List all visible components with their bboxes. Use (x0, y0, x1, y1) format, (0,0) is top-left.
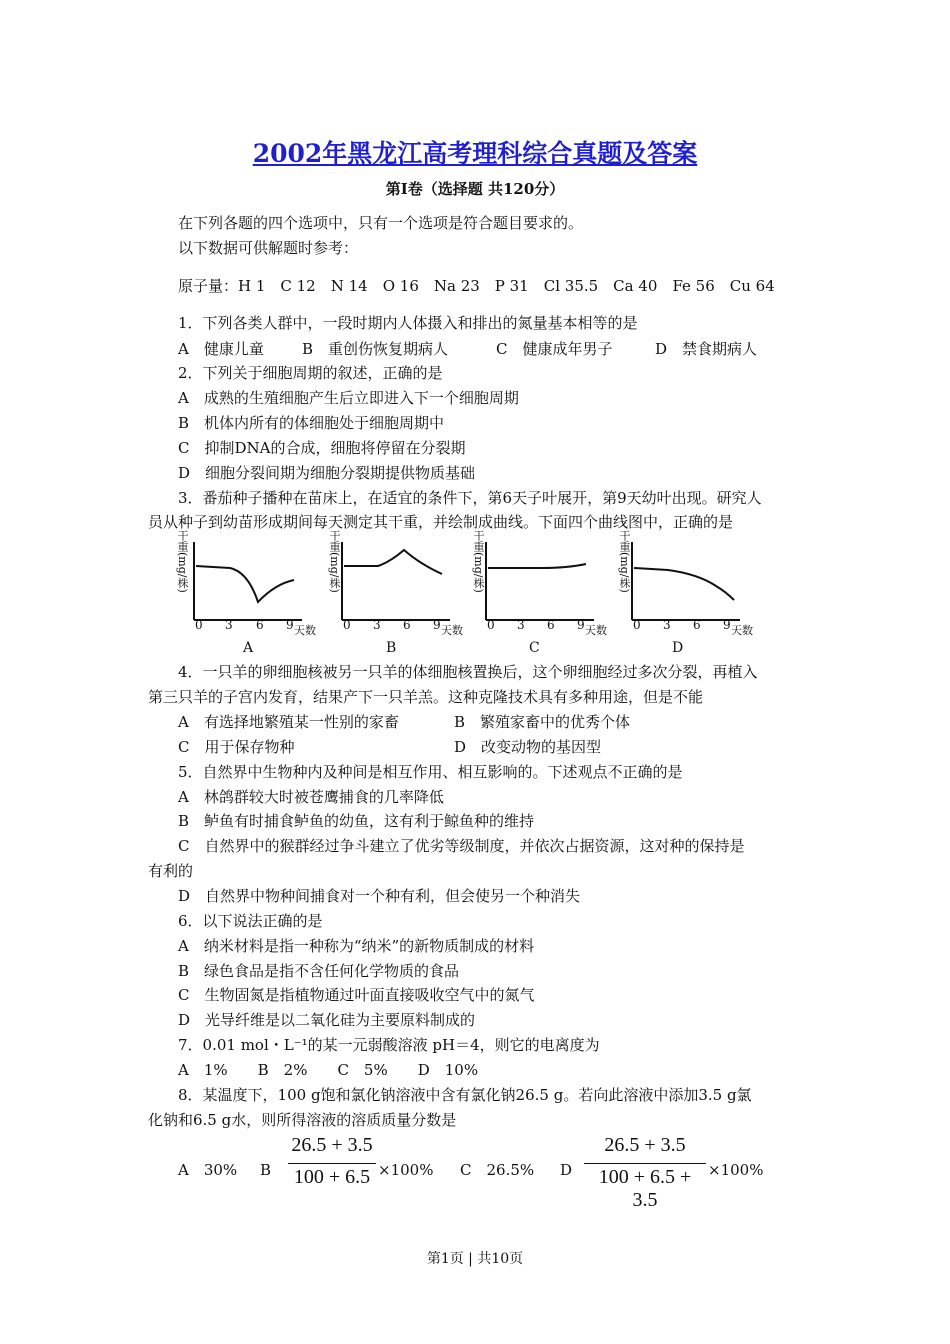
atomic-mass-line: 原子量：H 1 C 12 N 14 O 16 Na 23 P 31 Cl 35.5 Ca 40 Fe 56 Cu 64 (178, 277, 775, 295)
q5-option-b: B 鲈鱼有时捕食鲈鱼的幼鱼，这有利于鲸鱼种的维持 (178, 812, 535, 830)
graph-a-tick-3: 3 (225, 618, 233, 632)
q8-option-d-label: D (560, 1161, 573, 1179)
q8-d-numerator: 26.5 + 3.5 (604, 1134, 686, 1156)
q2-stem: 2．下列关于细胞周期的叙述，正确的是 (178, 364, 443, 382)
q1-option-b: B 重创伤恢复期病人 (302, 340, 449, 358)
graph-a-tick-0: 0 (195, 618, 203, 632)
graph-a-label: A (243, 640, 254, 656)
q6-stem: 6．以下说法正确的是 (178, 912, 323, 930)
q4-option-d: D 改变动物的基因型 (454, 738, 602, 756)
q5-option-d: D 自然界中物种间捕食对一个种有利，但会使另一个种消失 (178, 887, 581, 905)
q1-option-c: C 健康成年男子 (496, 340, 613, 358)
q8-b-tail: ×100% (378, 1161, 434, 1179)
q6-option-b: B 绿色食品是指不含任何化学物质的食品 (178, 962, 460, 980)
q8-d-fraction-bar (584, 1163, 706, 1164)
intro-line-2: 以下数据可供解题时参考： (178, 239, 359, 257)
q6-option-c: C 生物固氮是指植物通过叶面直接吸收空气中的氮气 (178, 986, 535, 1004)
q6-option-a: A 纳米材料是指一种称为“纳米”的新物质制成的材料 (178, 937, 535, 955)
q5-option-c-2: 有利的 (148, 862, 194, 880)
intro-line-1: 在下列各题的四个选项中，只有一个选项是符合题目要求的。 (178, 214, 584, 232)
q7-options: A 1% B 2% C 5% D 10% (178, 1061, 479, 1079)
q8-b-denominator: 100 + 6.5 (293, 1166, 371, 1188)
graph-b-label: B (386, 640, 397, 656)
q5-stem: 5．自然界中生物种内及种间是相互作用、相互影响的。下述观点不正确的是 (178, 763, 683, 781)
graph-a-xlabel: 天数 (294, 624, 316, 637)
q1-option-d: D 禁食期病人 (655, 340, 758, 358)
q4-option-b: B 繁殖家畜中的优秀个体 (454, 713, 631, 731)
graph-c-tick-3: 3 (517, 618, 525, 632)
graph-c-tick-6: 6 (547, 618, 555, 632)
q4-option-c: C 用于保存物种 (178, 738, 295, 756)
q8-b-numerator: 26.5 + 3.5 (291, 1134, 373, 1156)
section-subtitle: 第Ⅰ卷（选择题 共120分） (385, 180, 565, 198)
q3-stem-1: 3．番茄种子播种在苗床上，在适宜的条件下，第6天子叶展开，第9天幼叶出现。研究人 (178, 489, 762, 507)
graph-d-xlabel: 天数 (731, 624, 753, 637)
graph-a-ylabel: 干重(mg/株) (176, 530, 189, 593)
q7-stem: 7．0.01 mol・L⁻¹的某一元弱酸溶液 pH＝4，则它的电离度为 (178, 1036, 600, 1054)
graph-d-tick-9: 9 (723, 618, 731, 632)
q8-option-c: C 26.5% (460, 1161, 535, 1179)
q8-d-tail: ×100% (708, 1161, 764, 1179)
graph-c-tick-9: 9 (577, 618, 585, 632)
graph-a-tick-9: 9 (286, 618, 294, 632)
graph-c-label: C (529, 640, 540, 656)
graph-d-label: D (672, 640, 684, 656)
graph-d-ylabel: 干重(mg/株) (618, 530, 631, 593)
graph-a-tick-6: 6 (256, 618, 264, 632)
q4-stem-2: 第三只羊的子宫内发育，结果产下一只羊羔。这种克隆技术具有多种用途，但是不能 (148, 688, 704, 706)
q2-option-a: A 成熟的生殖细胞产生后立即进入下一个细胞周期 (178, 389, 519, 407)
q3-stem-2: 员从种子到幼苗形成期间每天测定其干重，并绘制成曲线。下面四个曲线图中，正确的是 (148, 513, 734, 531)
q5-option-a: A 林鸽群较大时被苍鹰捕食的几率降低 (178, 788, 444, 806)
q1-stem: 1．下列各类人群中，一段时期内人体摄入和排出的氮量基本相等的是 (178, 314, 638, 332)
graph-b-tick-6: 6 (403, 618, 411, 632)
graph-c-xlabel: 天数 (585, 624, 607, 637)
graph-d-tick-0: 0 (633, 618, 641, 632)
graph-b-tick-9: 9 (433, 618, 441, 632)
graph-c-tick-0: 0 (487, 618, 495, 632)
q2-option-c: C 抑制DNA的合成，细胞将停留在分裂期 (178, 439, 466, 457)
q8-option-b-label: B (260, 1161, 272, 1179)
graph-d-tick-6: 6 (693, 618, 701, 632)
graph-c-ylabel: 干重(mg/株) (472, 530, 485, 593)
q6-option-d: D 光导纤维是以二氧化硅为主要原料制成的 (178, 1011, 476, 1029)
page-title[interactable]: 2002年黑龙江高考理科综合真题及答案 (252, 139, 698, 168)
q2-option-b: B 机体内所有的体细胞处于细胞周期中 (178, 414, 445, 432)
graph-b-tick-0: 0 (343, 618, 351, 632)
graph-b-xlabel: 天数 (441, 624, 463, 637)
graph-d-tick-3: 3 (663, 618, 671, 632)
graph-b-tick-3: 3 (373, 618, 381, 632)
q3-graphs (150, 530, 790, 660)
q8-stem-1: 8．某温度下，100 g饱和氯化钠溶液中含有氯化钠26.5 g。若向此溶液中添加3.5 g氯 (178, 1086, 752, 1104)
q1-option-a: A 健康儿童 (178, 340, 264, 358)
q8-stem-2: 化钠和6.5 g水，则所得溶液的溶质质量分数是 (148, 1111, 457, 1129)
q4-option-a: A 有选择地繁殖某一性别的家畜 (178, 713, 399, 731)
q8-d-denominator: 100 + 6.5 + 3.5 (598, 1166, 692, 1211)
q4-stem-1: 4．一只羊的卵细胞核被另一只羊的体细胞核置换后，这个卵细胞经过多次分裂，再植入 (178, 663, 758, 681)
q5-option-c-1: C 自然界中的猴群经过争斗建立了优劣等级制度，并依次占据资源，这对种的保持是 (178, 837, 745, 855)
graph-b-ylabel: 干重(mg/株) (328, 530, 341, 593)
q8-option-a: A 30% (178, 1161, 238, 1179)
q2-option-d: D 细胞分裂间期为细胞分裂期提供物质基础 (178, 464, 476, 482)
page-footer: 第1页 | 共10页 (426, 1251, 524, 1267)
q8-b-fraction-bar (288, 1163, 376, 1164)
